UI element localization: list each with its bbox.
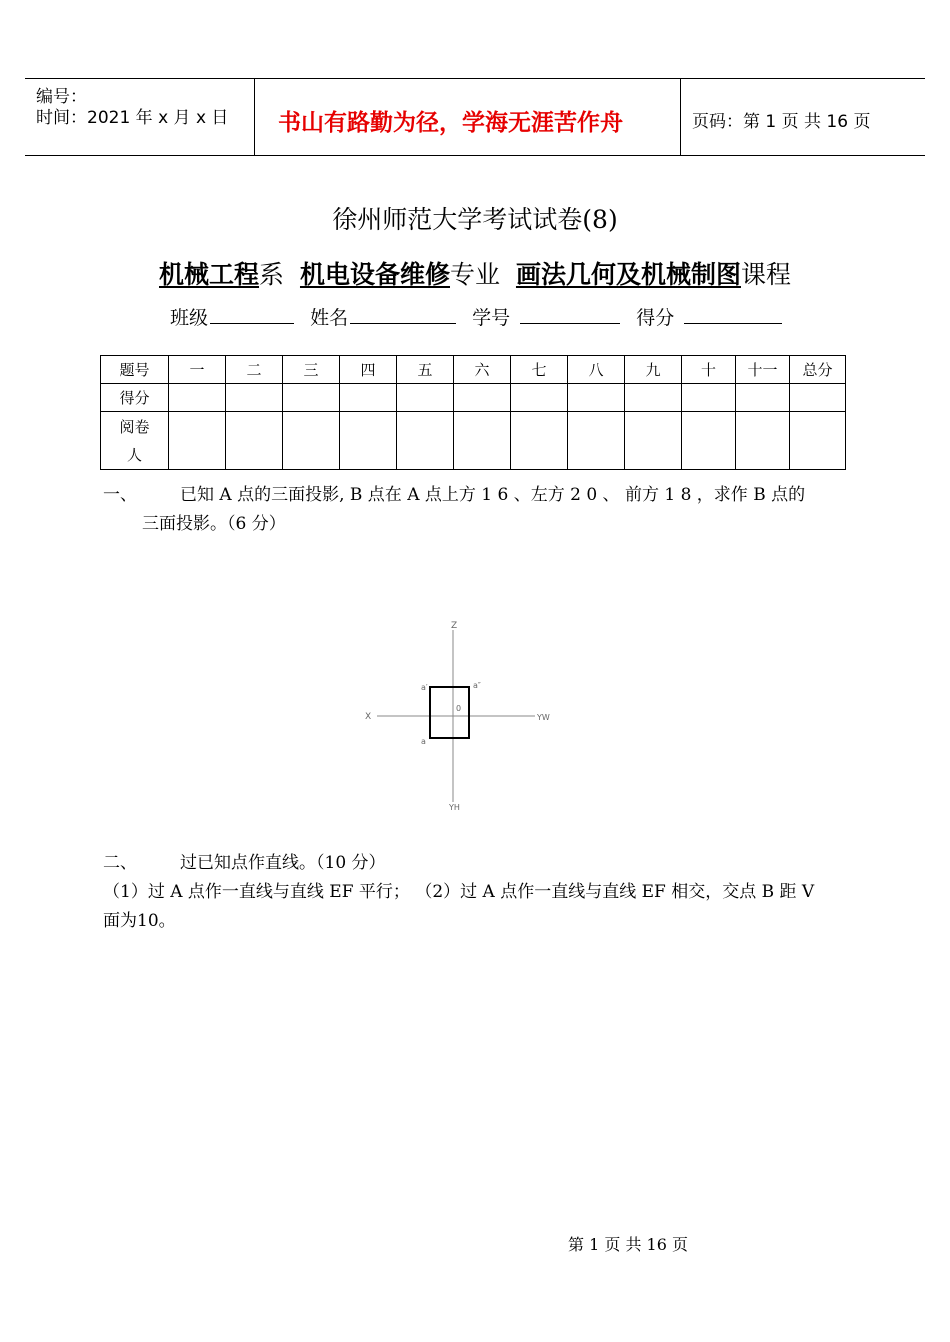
class-label: 班级 [170, 307, 209, 329]
q2-number: 二、 [103, 853, 137, 873]
id-label: 学号 [472, 307, 511, 329]
table-cell: 四 [340, 356, 397, 384]
score-cell[interactable] [568, 384, 625, 412]
score-cell[interactable] [511, 384, 568, 412]
dept-suffix: 系 [259, 260, 285, 289]
reviewer-cell[interactable] [790, 412, 846, 470]
table-cell: 六 [454, 356, 511, 384]
score-cell[interactable] [790, 384, 846, 412]
reviewer-cell[interactable] [340, 412, 397, 470]
q2-sub-line2: 面为10。 [103, 911, 176, 931]
reviewer-cell[interactable] [226, 412, 283, 470]
score-cell[interactable] [736, 384, 790, 412]
score-cell[interactable] [682, 384, 736, 412]
score-table-reviewer-row [101, 412, 846, 470]
header-top-rule [25, 78, 925, 79]
motto: 书山有路勤为径，学海无涯苦作舟 [278, 110, 623, 136]
score-cell[interactable] [169, 384, 226, 412]
table-cell: 三 [283, 356, 340, 384]
major-name: 机电设备维修 [299, 260, 450, 289]
major-suffix: 专业 [450, 260, 501, 289]
table-cell: 五 [397, 356, 454, 384]
table-cell: 二 [226, 356, 283, 384]
exam-subtitle [0, 255, 950, 291]
score-cell[interactable] [226, 384, 283, 412]
class-field[interactable] [210, 305, 294, 324]
name-label: 姓名 [310, 307, 349, 329]
course-name: 画法几何及机械制图 [515, 260, 741, 289]
table-cell: 一 [169, 356, 226, 384]
table-cell: 十一 [736, 356, 790, 384]
header-divider-1 [254, 78, 255, 155]
score-table [100, 355, 846, 470]
projection-figure [355, 612, 565, 817]
header-divider-2 [680, 78, 681, 155]
table-cell: 十 [682, 356, 736, 384]
reviewer-cell[interactable] [397, 412, 454, 470]
header-bottom-rule [25, 155, 925, 156]
projection-box [430, 687, 469, 738]
score-cell[interactable] [397, 384, 454, 412]
time-label: 时间：2021 年 x 月 x 日 [36, 108, 229, 128]
reviewer-cell[interactable] [625, 412, 682, 470]
q2-sub-line1: （1）过 A 点作一直线与直线 EF 平行； （2）过 A 点作一直线与直线 EF 相交，交点 B 距 V [103, 882, 815, 902]
q1-text-line1: 已知 A 点的三面投影, B 点在 A 点上方 1 6 、左方 2 0 、 前方 1 8 ，求作 B 点的 [180, 485, 806, 505]
id-field[interactable] [520, 305, 620, 324]
name-field[interactable] [350, 305, 456, 324]
score-table-header-row [101, 356, 846, 384]
table-cell: 得分 [101, 384, 169, 412]
a-double-prime-label: a″ [473, 681, 481, 690]
z-axis-label: Z [451, 621, 458, 631]
q1-number: 一、 [103, 485, 137, 505]
q2-text: 过已知点作直线。（10 分） [180, 853, 386, 873]
serial-label: 编号： [36, 87, 87, 107]
reviewer-cell[interactable] [682, 412, 736, 470]
score-table-score-row [101, 384, 846, 412]
reviewer-cell[interactable] [736, 412, 790, 470]
table-cell [101, 412, 169, 470]
table-cell: 七 [511, 356, 568, 384]
table-cell: 八 [568, 356, 625, 384]
reviewer-cell[interactable] [283, 412, 340, 470]
reviewer-cell[interactable] [568, 412, 625, 470]
yw-axis-label: YW [537, 713, 550, 722]
x-axis-label: X [365, 712, 372, 722]
page-label: 页码：第 1 页 共 16 页 [692, 112, 871, 132]
score-cell[interactable] [454, 384, 511, 412]
score-cell[interactable] [283, 384, 340, 412]
reviewer-cell[interactable] [169, 412, 226, 470]
reviewer-cell[interactable] [511, 412, 568, 470]
score-field[interactable] [684, 305, 782, 324]
table-cell: 九 [625, 356, 682, 384]
reviewer-label: 阅卷人 [119, 417, 150, 464]
table-cell: 总分 [790, 356, 846, 384]
exam-title: 徐州师范大学考试试卷(8) [332, 205, 618, 234]
table-cell: 题号 [101, 356, 169, 384]
a-label: a [421, 737, 426, 746]
origin-label: 0 [456, 704, 462, 713]
a-prime-label: a′ [421, 683, 428, 692]
score-cell[interactable] [625, 384, 682, 412]
student-info-line [170, 303, 792, 330]
course-suffix: 课程 [740, 260, 791, 289]
page-footer: 第 1 页 共 16 页 [568, 1235, 688, 1254]
dept-name: 机械工程 [159, 260, 260, 289]
yh-axis-label: YH [449, 803, 460, 812]
score-label: 得分 [636, 307, 675, 329]
score-cell[interactable] [340, 384, 397, 412]
q1-text-line2: 三面投影。（6 分） [142, 514, 286, 534]
reviewer-cell[interactable] [454, 412, 511, 470]
